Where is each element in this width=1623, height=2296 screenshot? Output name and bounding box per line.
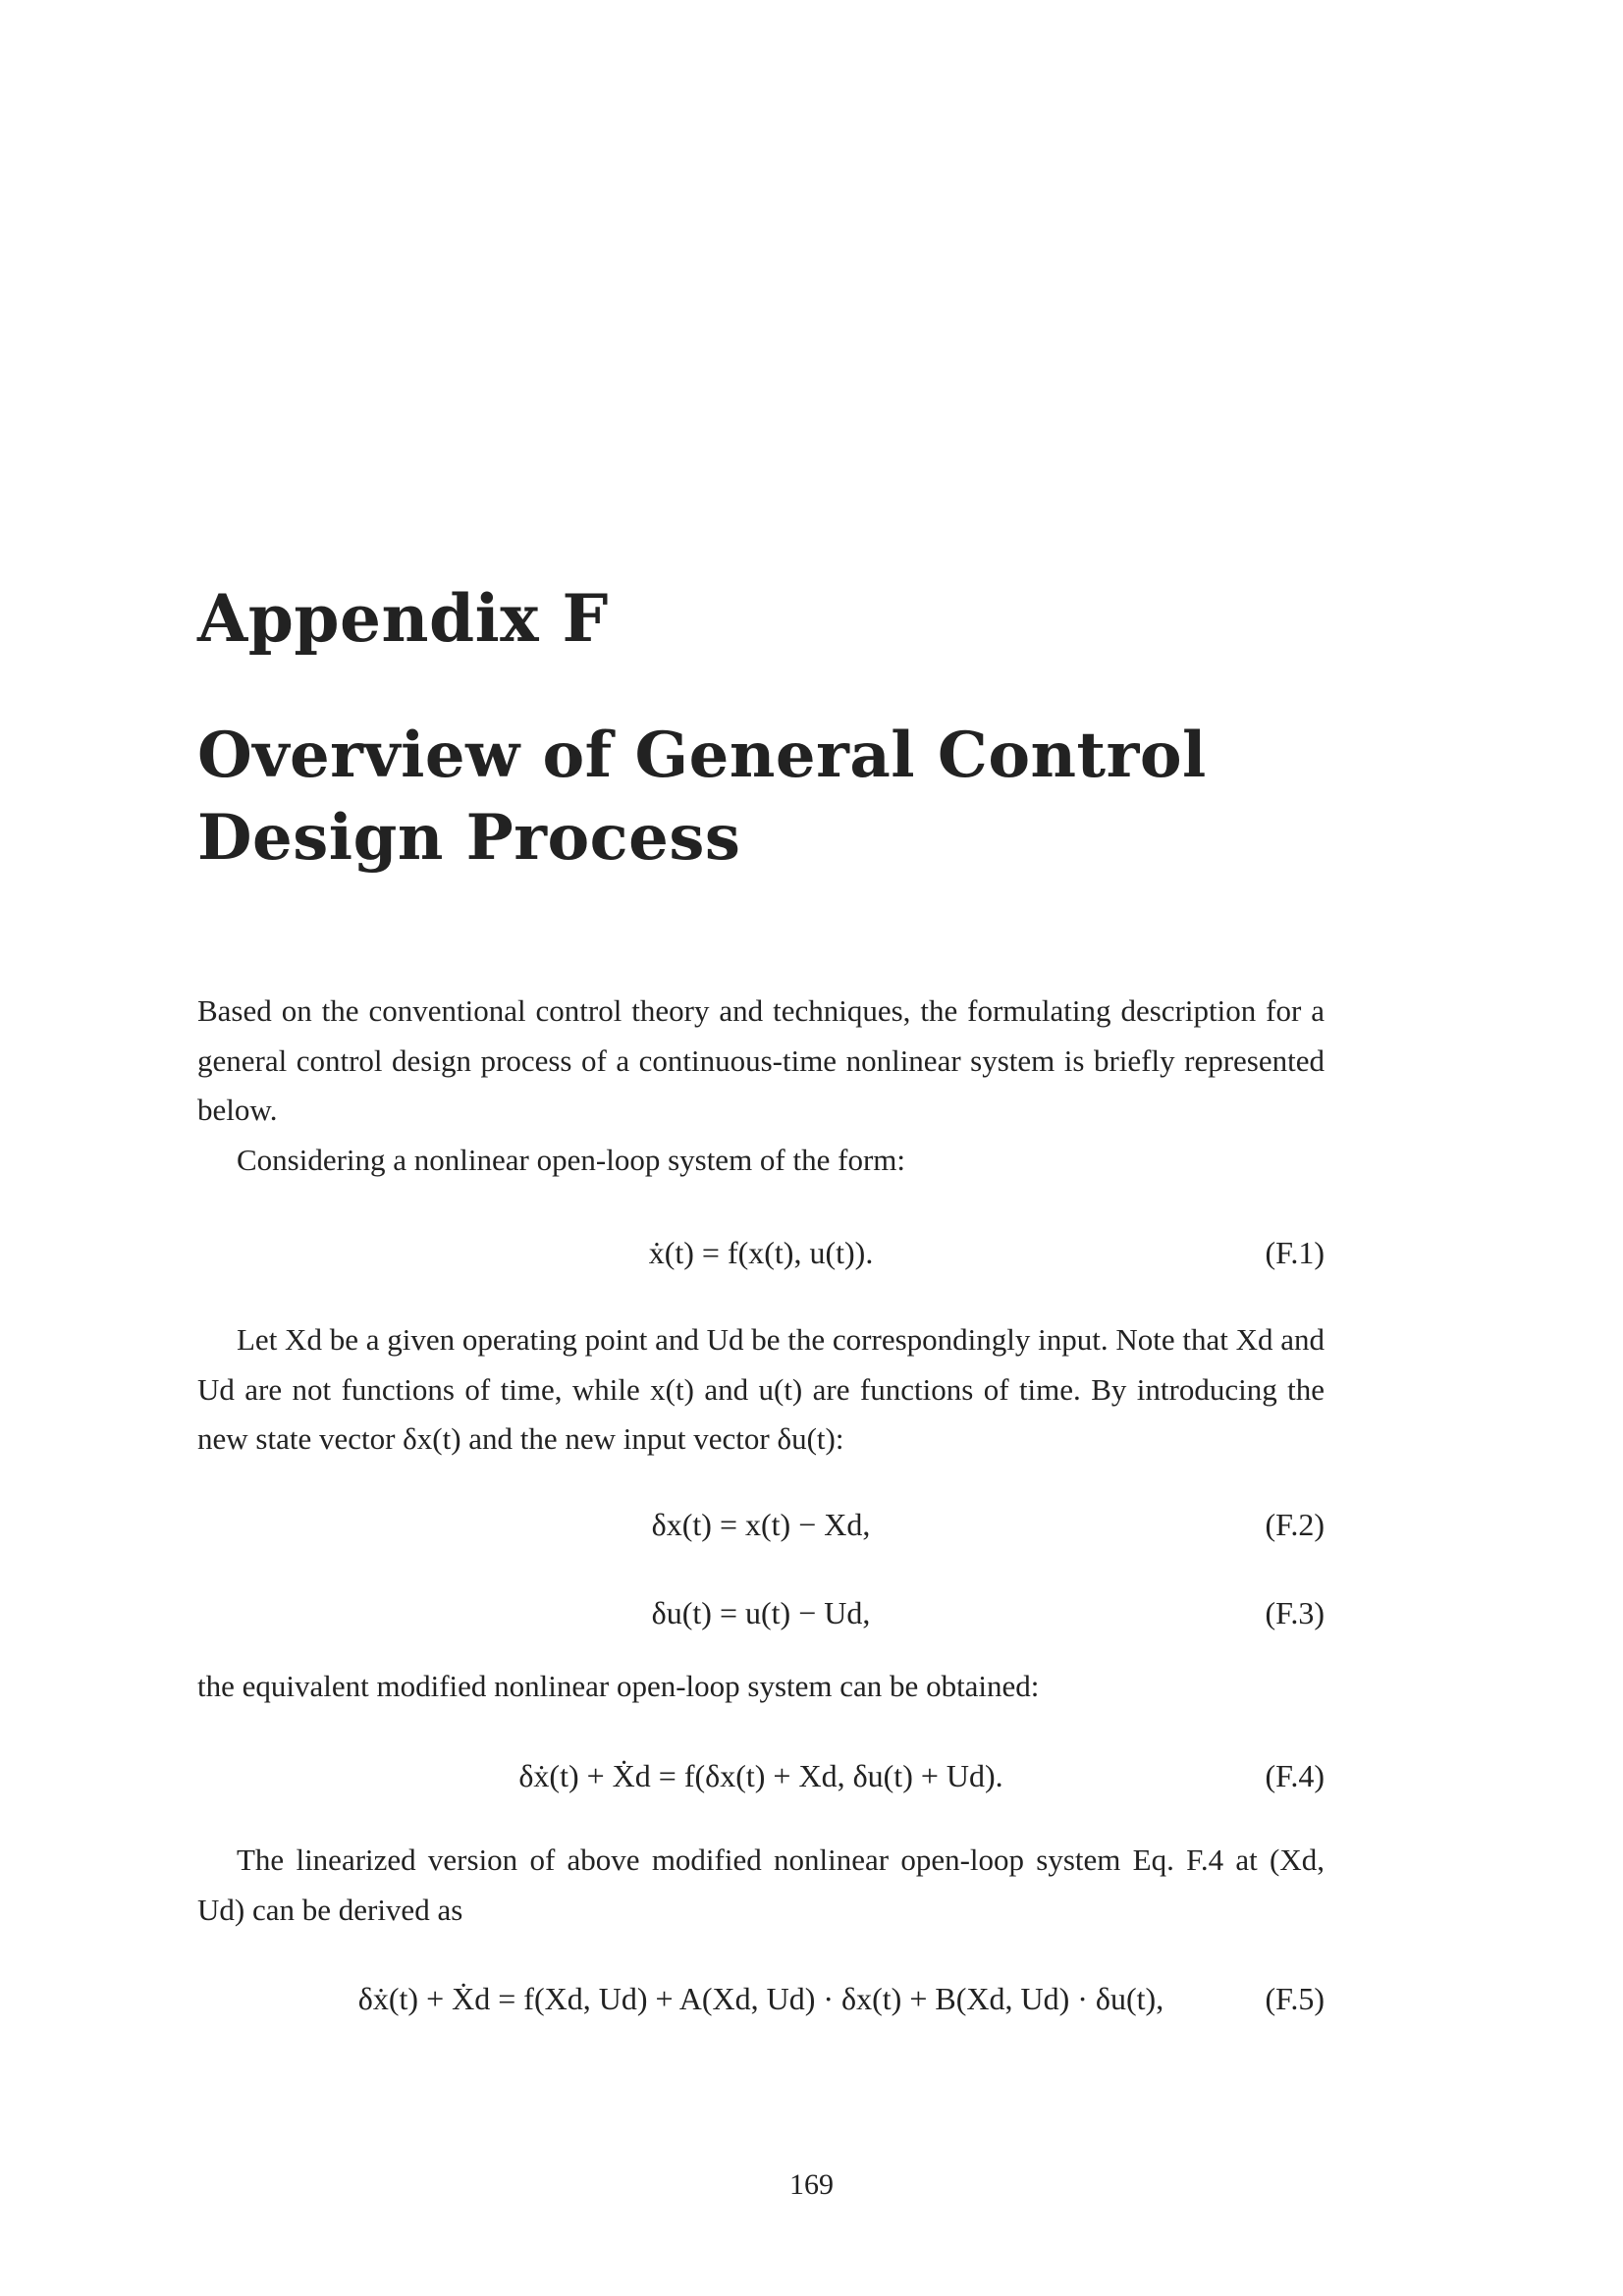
equation-f3 xyxy=(197,1587,1325,1638)
chapter-label: Appendix F xyxy=(197,580,609,657)
equation-f2 xyxy=(197,1499,1325,1550)
equation-number: (F.4) xyxy=(1265,1758,1325,1793)
equation-number: (F.3) xyxy=(1265,1595,1325,1630)
page-number: 169 xyxy=(789,2168,834,2201)
intro-paragraph: Based on the conventional control theory and techniques, the formulating description for a general control design process of a continuous-time nonlinear system is briefly represented below. xyxy=(197,993,1325,1127)
equation-expression: δx(t) = x(t) − Xd, xyxy=(651,1507,871,1542)
equation-expression: δẋ(t) + Ẋd = f(Xd, Ud) + A(Xd, Ud) · δx(t) + B(Xd, Ud) · δu(t), xyxy=(357,1981,1164,2016)
equation-expression: δu(t) = u(t) − Ud, xyxy=(651,1595,871,1630)
paragraph-linearized: The linearized version of above modified nonlinear open-loop system Eq. F.4 at (Xd, Ud) can be derived as xyxy=(197,1842,1325,1927)
paragraph-considering: Considering a nonlinear open-loop system of the form: xyxy=(237,1143,906,1177)
equation-expression: δẋ(t) + Ẋd = f(δx(t) + Xd, δu(t) + Ud). xyxy=(518,1758,1003,1793)
equation-number: (F.2) xyxy=(1265,1507,1325,1542)
equation-f4 xyxy=(197,1750,1325,1801)
equation-f1 xyxy=(197,1227,1325,1278)
chapter-title: Overview of General Control Design Process xyxy=(197,719,1207,875)
paragraph-equivalent: the equivalent modified nonlinear open-loop system can be obtained: xyxy=(197,1669,1040,1703)
paragraph-operating-point: Let Xd be a given operating point and Ud be the correspondingly input. Note that Xd and Ud are not functions of time, while x(t) and u(t) are functions of time. By introducing the new state vector δx(t) and the new input vector δu(t): xyxy=(197,1322,1325,1456)
equation-expression: ẋ(t) = f(x(t), u(t)). xyxy=(648,1235,874,1270)
equation-number: (F.1) xyxy=(1265,1235,1325,1270)
equation-number: (F.5) xyxy=(1265,1981,1325,2016)
equation-f5 xyxy=(197,1973,1325,2024)
